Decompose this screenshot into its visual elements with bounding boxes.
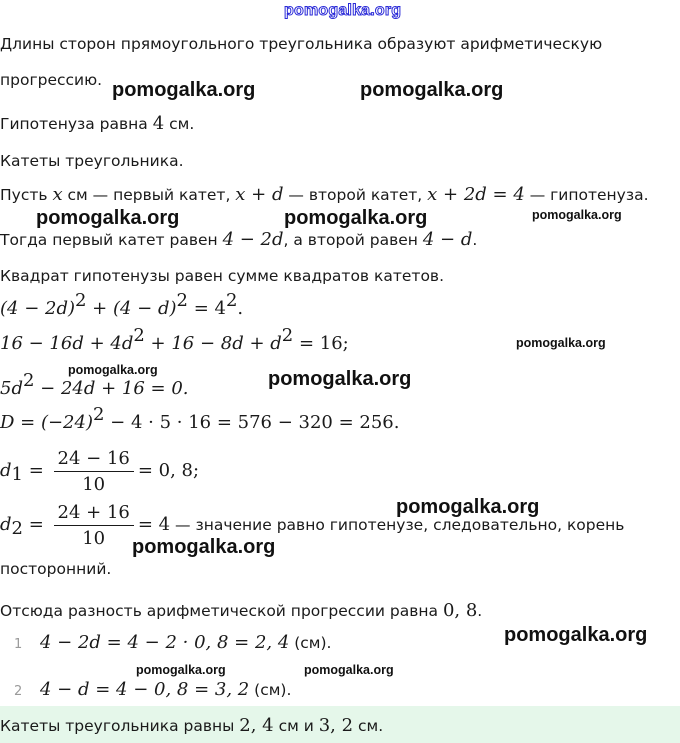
list-item-number: 2 [14, 684, 23, 699]
watermark: pomogalka.org [132, 536, 276, 558]
problem-line-1: Длины сторон прямоугольного треугольника образуют арифметическую [0, 35, 603, 53]
equation-3: $5d^2 - 24d + 16 = 0$. [0, 370, 189, 399]
watermark: pomogalka.org [136, 663, 226, 677]
watermark: pomogalka.org [68, 363, 158, 377]
d1-fraction: $\frac{24 - 16}{10}$ [54, 448, 134, 495]
watermark: pomogalka.org [532, 208, 622, 222]
watermark: pomogalka.org [304, 663, 394, 677]
watermark: pomogalka.org [360, 79, 504, 101]
pythagoras-statement: Квадрат гипотенузы равен сумме квадратов катетов. [0, 267, 444, 285]
list-item: 4 − d = 4 − 0, 8 = 3, 2 (см). [40, 679, 292, 700]
find-line: Катеты треугольника. [0, 152, 184, 170]
hence-line: Отсюда разность арифметической прогрессии равна 0, 8. [0, 600, 483, 621]
problem-line-2: прогрессию. [0, 71, 103, 89]
equation-1: $(4 - 2d)^2 + (4 - d)^2 = 4^2$. [0, 290, 244, 319]
answer-line: Катеты треугольника равны 2, 4 см и 3, 2 см. [0, 715, 384, 736]
watermark: pomogalka.org [112, 79, 256, 101]
watermark: pomogalka.org [36, 207, 180, 229]
let-line: Пусть x см — первый катет, x + d — второй катет, x + 2d = 4 — гипотенуза. [0, 184, 649, 205]
watermark: pomogalka.org [268, 368, 412, 390]
watermark: pomogalka.org [284, 207, 428, 229]
root-d1: $d_1$ = $\frac{24 - 16}{10}$ = 0, 8; [0, 448, 200, 495]
then-line: Тогда первый катет равен 4 − 2d, а второй равен 4 − d. [0, 229, 478, 250]
root-d2-note-cont: посторонний. [0, 560, 112, 578]
root-d2: $d_2$ = $\frac{24 + 16}{10}$ = 4 — значение равно гипотенузе, следовательно, корень [0, 502, 625, 549]
watermark: pomogalka.org [396, 496, 540, 518]
equation-2: $16 - 16d + 4d^2 + 16 - 8d + d^2 = 16$; [0, 325, 349, 354]
watermark-top: pomogalka.org [284, 2, 402, 19]
watermark: pomogalka.org [504, 624, 648, 646]
watermark: pomogalka.org [516, 336, 606, 350]
discriminant: $D = (-24)^2 - 4 \cdot 5 \cdot 16 = 576 - 320 = 256$. [0, 404, 400, 433]
list-item-number: 1 [14, 637, 23, 652]
d2-fraction: $\frac{24 + 16}{10}$ [54, 502, 134, 549]
given-line: Гипотенуза равна 4 см. [0, 113, 195, 134]
list-item: 4 − 2d = 4 − 2 · 0, 8 = 2, 4 (см). [40, 632, 332, 653]
